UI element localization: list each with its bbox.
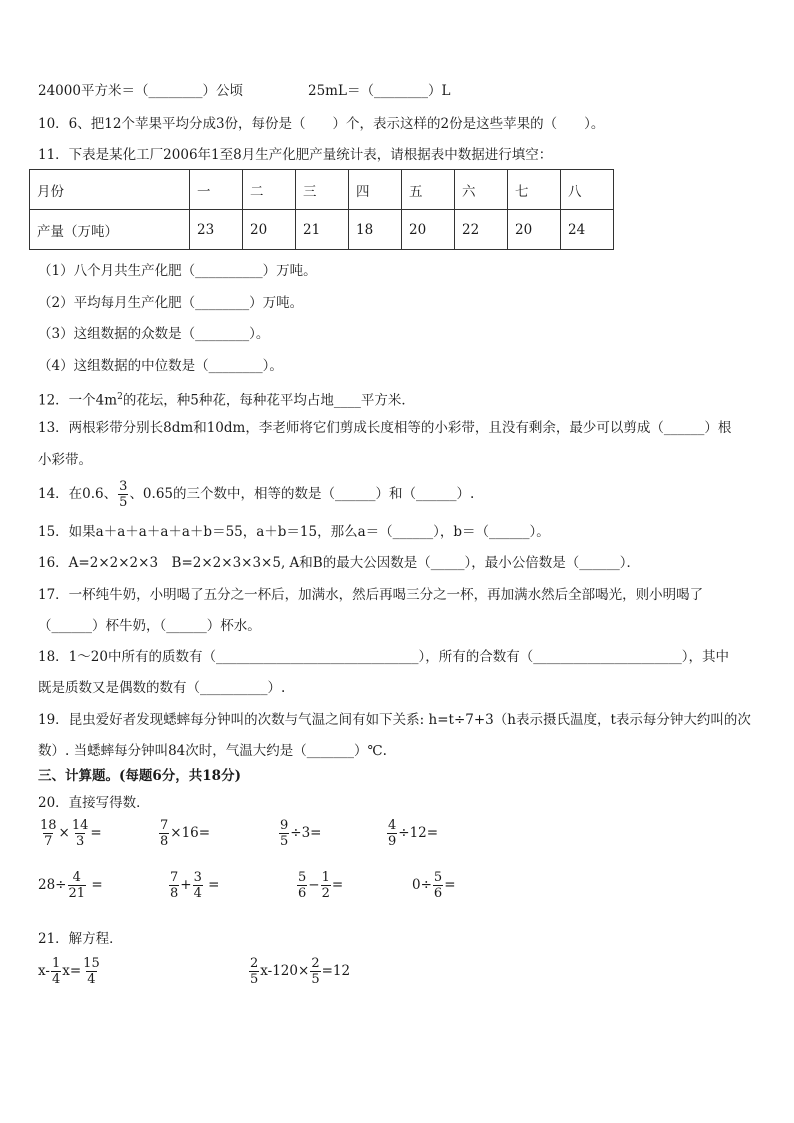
fraction-numerator: 3 <box>193 870 202 885</box>
q12-post: 的花坛，种5种花，每种花平均占地____平方米． <box>122 392 415 409</box>
fraction <box>193 870 203 901</box>
q13-line-2: 小彩带。 <box>38 452 92 468</box>
fraction <box>159 818 169 849</box>
q19-line-2: 数）. 当蟋蟀每分钟叫84次时，气温大约是（_______）℃. <box>38 743 387 759</box>
table-cell-month: 四 <box>349 170 402 210</box>
table-cell-value: 20 <box>402 210 455 250</box>
fraction-numerator: 14 <box>71 818 89 833</box>
table-cell-month: 二 <box>243 170 296 210</box>
fraction-denominator: 3 <box>75 834 85 849</box>
fraction-numerator: 7 <box>160 818 169 833</box>
q17-line-1: 17．一杯纯牛奶，小明喝了五分之一杯后，加满水，然后再喝三分之一杯，再加满水然后全部喝光，则小明喝了 <box>38 587 704 603</box>
table-cell-month: 七 <box>508 170 561 210</box>
q11-sub-1: （1）八个月共生产化肥（__________）万吨。 <box>38 263 317 279</box>
fraction-numerator: 2 <box>250 956 259 971</box>
table-header-month: 月份 <box>30 170 190 210</box>
fraction-numerator: 4 <box>72 870 81 885</box>
operator: − <box>308 877 320 893</box>
table-cell-value: 23 <box>190 210 243 250</box>
expr-tail: = <box>203 877 220 893</box>
fraction-numerator: 1 <box>321 870 330 885</box>
q11-stem: 11．下表是某化工厂2006年1至8月生产化肥产量统计表，请根据表中数据进行填空： <box>38 147 553 163</box>
fraction-denominator: 5 <box>119 495 128 510</box>
q12-pre: 12．一个4m <box>38 392 118 409</box>
q11-sub-2: （2）平均每月生产化肥（________）万吨。 <box>38 295 304 311</box>
q11-sub-4: （4）这组数据的中位数是（________）。 <box>38 358 283 374</box>
q17-line-2: （______）杯牛奶，（______）杯水。 <box>38 618 261 634</box>
q10-text: 10．6、把12个苹果平均分成3份，每份是（ ）个，表示这样的2份是这些苹果的（ ）。 <box>38 116 605 132</box>
expr-pre: 0÷ <box>412 877 432 893</box>
fraction-denominator: 5 <box>280 834 289 849</box>
section-3-heading: 三、计算题。(每题6分，共18分) <box>38 768 241 784</box>
fraction-denominator: 8 <box>160 834 169 849</box>
expr-tail: = <box>331 877 344 893</box>
q13-line-1: 13．两根彩带分别长8dm和10dm，李老师将它们剪成长度相等的小彩带，且没有剩余，最少可以剪成（______）根 <box>38 420 732 436</box>
q20-expr-6 <box>168 870 219 901</box>
fraction <box>68 870 87 901</box>
expr-mid: x= <box>62 963 82 979</box>
q20-expr-7 <box>296 870 343 901</box>
fraction <box>51 956 61 987</box>
q20-expr-3 <box>278 818 322 849</box>
expr-pre: x- <box>38 963 50 979</box>
fraction <box>387 818 397 849</box>
fraction-numerator: 9 <box>280 818 289 833</box>
production-table <box>29 169 614 250</box>
fraction-numerator: 4 <box>388 818 397 833</box>
fraction-denominator: 4 <box>87 972 96 987</box>
fraction <box>82 956 101 987</box>
q19-line-1: 19．昆虫爱好者发现蟋蟀每分钟叫的次数与气温之间有如下关系: h=t÷7+3（h表示摄氏温度，t表示每分钟大约叫的次 <box>38 712 751 728</box>
q9-part-a: 24000平方米＝（________）公顷 <box>38 83 243 99</box>
fraction <box>321 870 331 901</box>
q18-line-1: 18．1～20中所有的质数有（______________________________），所有的合数有（______________________），其中 <box>38 649 729 665</box>
expr-tail: =12 <box>321 963 351 979</box>
fraction-numerator: 5 <box>433 870 443 885</box>
q9-part-b: 25mL＝（________）L <box>308 83 451 99</box>
table-cell-month: 三 <box>296 170 349 210</box>
fraction-denominator: 8 <box>170 886 179 901</box>
fraction-denominator: 5 <box>250 972 259 987</box>
q20-stem: 20．直接写得数． <box>38 795 150 811</box>
fraction-denominator: 21 <box>68 886 86 901</box>
q11-sub-3: （3）这组数据的众数是（________）。 <box>38 326 270 342</box>
fraction <box>249 956 259 987</box>
fraction-numerator: 3 <box>119 479 128 494</box>
fraction-denominator: 7 <box>44 834 53 849</box>
table-cell-month: 五 <box>402 170 455 210</box>
fraction-numerator: 2 <box>311 956 320 971</box>
expr-tail: ÷3= <box>290 825 322 841</box>
table-row-months <box>30 170 614 210</box>
q14-fraction <box>118 479 128 510</box>
fraction-denominator: 6 <box>433 886 443 901</box>
fraction-numerator: 15 <box>83 956 100 971</box>
q14-post: 、0.65的三个数中，相等的数是（______）和（______）. <box>129 486 475 502</box>
q9-line <box>38 82 243 100</box>
fraction-denominator: 5 <box>311 972 320 987</box>
fraction <box>433 870 443 901</box>
table-cell-value: 21 <box>296 210 349 250</box>
table-cell-value: 22 <box>455 210 508 250</box>
fraction-numerator: 5 <box>298 870 307 885</box>
expr-tail: = <box>444 877 456 893</box>
fraction-denominator: 4 <box>193 886 202 901</box>
table-cell-month: 八 <box>561 170 614 210</box>
q20-expr-8 <box>412 870 456 901</box>
fraction <box>310 956 320 987</box>
table-header-output: 产量（万吨） <box>30 210 190 250</box>
fraction-denominator: 9 <box>388 834 397 849</box>
q18-line-2: 既是质数又是偶数的数有（__________）. <box>38 680 286 696</box>
q20-expr-4 <box>386 818 438 849</box>
q21-equation-2 <box>248 956 350 987</box>
table-cell-value: 24 <box>561 210 614 250</box>
table-cell-value: 18 <box>349 210 402 250</box>
expr-tail: = <box>87 877 103 893</box>
q20-expr-5 <box>38 870 103 901</box>
expr-mid: x-120× <box>260 963 310 979</box>
fraction <box>169 870 179 901</box>
q12-text <box>38 388 415 410</box>
q20-expr-2 <box>158 818 210 849</box>
fraction-denominator: 2 <box>321 886 330 901</box>
fraction <box>297 870 307 901</box>
expr-tail: = <box>90 825 102 841</box>
q20-expr-1 <box>38 818 102 849</box>
fraction <box>279 818 289 849</box>
q12-superscript: 2 <box>117 392 123 402</box>
expr-pre: 28÷ <box>38 877 67 893</box>
fraction <box>39 818 58 849</box>
table-cell-month: 一 <box>190 170 243 210</box>
table-cell-value: 20 <box>508 210 561 250</box>
table-cell-value: 20 <box>243 210 296 250</box>
expr-tail: ÷12= <box>398 825 439 841</box>
q15-text: 15．如果a＋a＋a＋a＋a＋b＝55，a＋b＝15，那么a＝（______），b＝（______）。 <box>38 524 550 540</box>
q14-pre: 14．在0.6、 <box>38 486 118 502</box>
operator: × <box>58 825 70 841</box>
q21-stem: 21．解方程． <box>38 931 123 947</box>
q21-equation-1 <box>38 956 102 987</box>
table-cell-month: 六 <box>455 170 508 210</box>
fraction <box>71 818 90 849</box>
fraction-numerator: 1 <box>51 956 61 971</box>
fraction-numerator: 7 <box>170 870 179 885</box>
fraction-numerator: 18 <box>40 818 57 833</box>
expr-tail: ×16= <box>170 825 211 841</box>
q16-text: 16．A=2×2×2×3 B=2×2×3×3×5, A和B的最大公因数是（_____），最小公倍数是（______）． <box>38 555 640 571</box>
q14-text <box>38 478 474 510</box>
fraction-denominator: 4 <box>51 972 61 987</box>
operator: + <box>180 877 192 893</box>
fraction-denominator: 6 <box>298 886 307 901</box>
table-row-output <box>30 210 614 250</box>
